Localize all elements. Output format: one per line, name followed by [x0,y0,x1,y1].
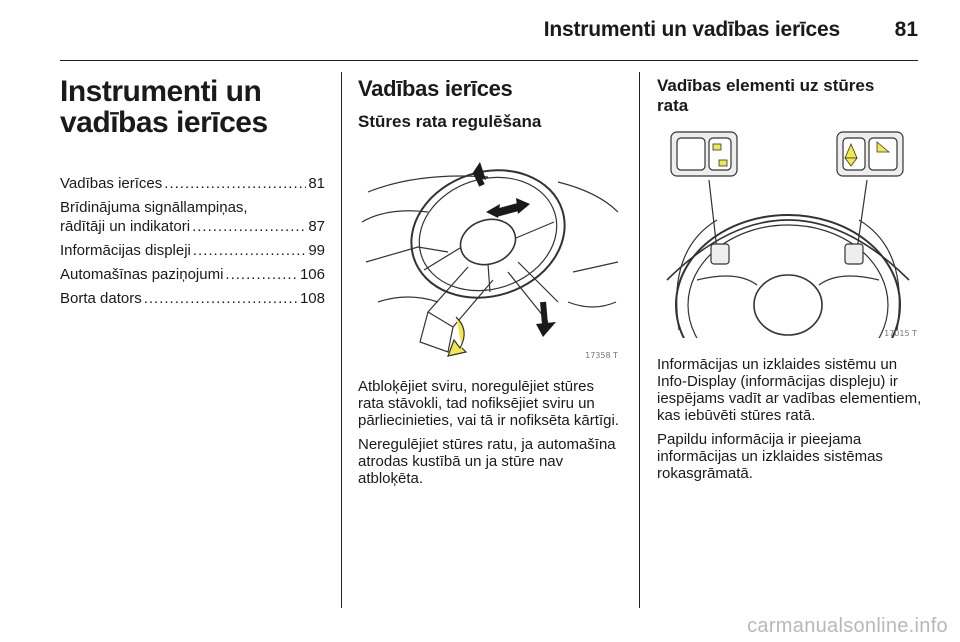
toc-item-page: 81 [308,175,325,192]
steering-controls-column [657,76,922,489]
chapter-title-line-2: vadības ierīces [60,106,268,139]
toc-leader [225,265,298,284]
section-title: Vadības ierīces [358,76,513,101]
toc-item[interactable] [60,289,325,308]
page-header [60,18,918,48]
steering-adjust-illustration [358,152,620,360]
steering-wheel-controls-drawing [657,130,919,338]
toc-item-label: Brīdinājuma signāllampiņas, [60,199,248,216]
subsection-title-line-2: rata [657,96,689,115]
steering-wheel-adjust-drawing [358,152,620,360]
figure-code: 17015 T [884,329,917,338]
chapter-title-line-1: Instrumenti un [60,75,262,108]
toc-item[interactable] [60,265,325,284]
chapter-column [60,76,325,313]
paragraph: Atbloķējiet sviru, noregulējiet stūres rata stāvokli, tad nofiksējiet sviru un pārliecinieties, vai tā ir nofiksēta kārtīgi. [358,378,619,429]
paragraph: Informācijas un izklaides sistēmu un Info-Display (informācijas displeju) ir iespējams vadīt ar vadības elementiem, kas iebūvēti stūres ratā. [657,356,922,424]
header-rule [60,60,918,61]
toc-leader [192,217,306,236]
column-divider-2 [639,72,640,608]
subsection-title [657,76,922,116]
watermark: carmanualsonline.info [747,615,948,637]
toc-item-label: Borta dators [60,290,142,307]
table-of-contents [60,174,325,308]
paragraph: Papildu informācija ir pieejama informācijas un izklaides sistēmas rokasgrāmatā. [657,431,883,482]
column-divider-1 [341,72,342,608]
toc-item[interactable] [60,198,325,236]
toc-item-label: Vadības ierīces [60,175,163,192]
toc-item[interactable] [60,241,325,260]
figure-code: 17358 T [585,351,618,360]
steering-controls-illustration [657,130,919,338]
toc-leader [144,289,298,308]
toc-item-label: Automašīnas paziņojumi [60,266,224,283]
paragraph: Neregulējiet stūres ratu, ja automašīna atrodas kustībā un ja stūre nav atbloķēta. [358,436,616,487]
toc-item-page: 108 [299,290,325,307]
page-number: 81 [894,18,918,41]
toc-item-label: Informācijas displeji [60,242,191,259]
toc-item-page: 106 [299,266,325,283]
toc-item-page: 99 [308,242,325,259]
chapter-title [60,76,325,138]
subsection-title-line-1: Vadības elementi uz stūres [657,76,875,95]
steering-adjust-column [358,76,623,494]
subsection-title: Stūres rata regulēšana [358,112,542,131]
toc-leader [193,241,306,260]
toc-item-label: rādītāji un indikatori [60,218,191,235]
toc-item[interactable] [60,174,325,193]
toc-leader [164,174,306,193]
toc-item-page: 87 [308,218,325,235]
header-title: Instrumenti un vadības ierīces [543,18,840,41]
